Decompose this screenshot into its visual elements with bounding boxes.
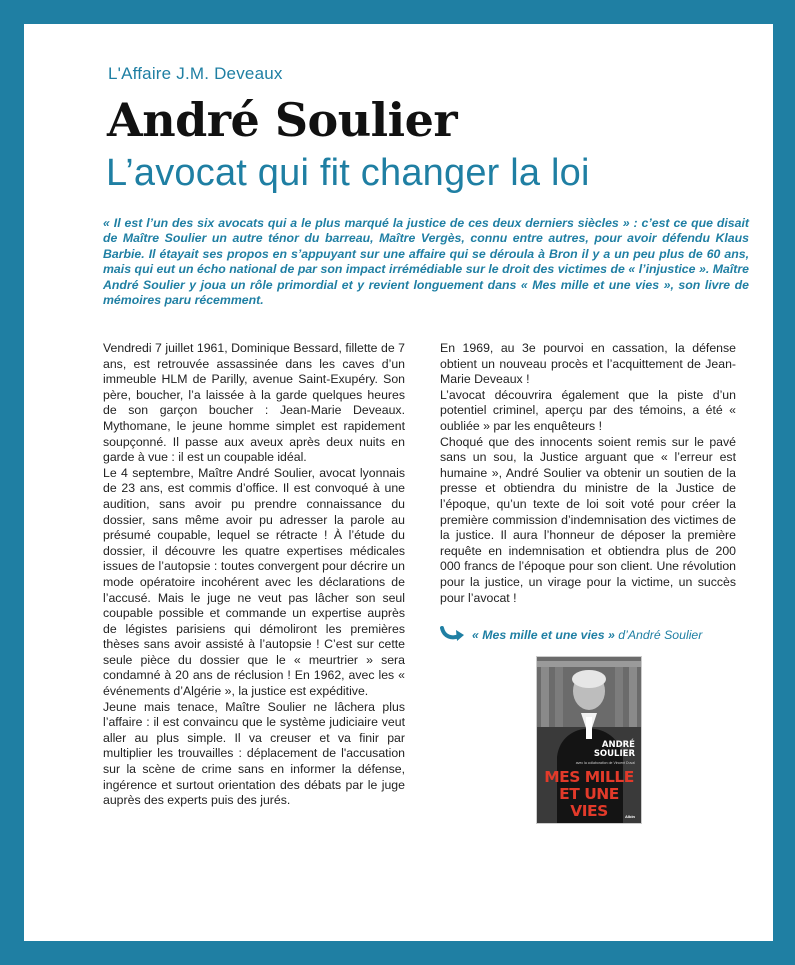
right-paragraph-3: Choqué que des innocents soient remis sur le pavé sans un sou, la Justice arguant que « l’erreur est humaine », André Soulier va obtenir un soutien de la presse et obtiendra du ministre de la Justice de l’époque, qu’un texte de loi soit voté pour créer la première commission d’indemnisation des victimes de la justice. Il aura l’honneur de déposer la première requête en indemnisation et obtiendra plus de 200 000 francs de l’époque pour son client. Une révolution pour la justice, un virage pour la victime, un succès pour l’avocat ! bbox=[440, 434, 736, 605]
right-paragraph-1: En 1969, au 3e pourvoi en cassation, la défense obtient un nouveau procès et l’acquittement de Jean-Marie Deveaux ! bbox=[440, 341, 736, 387]
article-title: André Soulier bbox=[107, 93, 458, 147]
book-author: d’André Soulier bbox=[614, 627, 703, 642]
book-reference bbox=[440, 625, 740, 646]
article-kicker: L'Affaire J.M. Deveaux bbox=[108, 64, 283, 83]
cover-title bbox=[539, 769, 639, 820]
cover-title-line-1: MES MILLE bbox=[544, 768, 634, 786]
left-column bbox=[103, 341, 405, 809]
cover-author-first: ANDRÉ bbox=[601, 740, 635, 750]
left-paragraph-3: Jeune mais tenace, Maître Soulier ne lâchera plus l’affaire : il est convaincu que le système judiciaire veut aller au plus simple. Il va creuser et va finir par multiplier les trouvailles : déplacement de l'accusation sur la scène de crime sans en informer la défense, ingérence et surtout orientation des débats par le juge auprès des experts puis des jurés. bbox=[103, 699, 405, 808]
left-paragraph-2: Le 4 septembre, Maître André Soulier, avocat lyonnais de 23 ans, est commis d’office. Il est convoqué à une audition, sans avoir pu prendre connaissance du dossier, sans même avoir pu adresser la parole au présumé coupable, lequel se rétracte ! À l’étude du dossier, il découvre les quatre expertises médicales issues de l’autopsie : toutes convergent pour décrire un mode opératoire incohérent avec les déclarations de l’accusé. Mais le juge ne veut pas lâcher son seul coupable possible et commande un expertise auprès de légistes parisiens qui démoliront les premières thèses sans avoir assisté à l’autopsie ! C’est sur cette seule pièce du dossier que le « meurtrier » sera condamné à 20 ans de réclusion ! En 1962, avec les « événements d’Algérie », la justice est expéditive. bbox=[103, 465, 405, 699]
cover-author-last: SOULIER bbox=[593, 749, 635, 759]
cover-author bbox=[537, 741, 635, 759]
book-title: « Mes mille et une vies » bbox=[472, 627, 615, 642]
book-cover bbox=[536, 656, 642, 824]
curved-arrow-icon bbox=[440, 625, 466, 646]
cover-publisher: Albin bbox=[625, 814, 635, 819]
article-subtitle: L’avocat qui fit changer la loi bbox=[106, 152, 590, 194]
cover-collaboration: avec la collaboration de Vincent Duval bbox=[575, 761, 635, 765]
article-lede: « Il est l’un des six avocats qui a le plus marqué la justice de ces deux derniers siècles » : c’est ce que disait de Maître Soulier un autre ténor du barreau, Maître Vergès, connu entre autres, pour avoir défendu Klaus Barbie. Il étayait ses propos en s’appuyant sur une affaire qui se déroula à Bron il y a un peu plus de 60 ans, mais qui eut un écho national de par son impact irrémédiable sur le droit des victimes de « l’injustice ». Maître André Soulier y joua un rôle primordial et y revient longuement dans « Mes mille et une vies », son livre de mémoires paru récemment. bbox=[103, 216, 749, 308]
cover-title-line-2: ET UNE VIES bbox=[559, 785, 619, 820]
right-paragraph-2: L’avocat découvrira également que la piste d’un potentiel criminel, aperçu par des témoins, a été « oubliée » par les enquêteurs ! bbox=[440, 387, 736, 433]
right-column bbox=[440, 341, 736, 606]
left-paragraph-1: Vendredi 7 juillet 1961, Dominique Bessard, fillette de 7 ans, est retrouvée assassinée dans les caves d’un immeuble HLM de Parilly, avenue Saint-Exupéry. Son père, boucher, l’a laissée à la garde quelques heures de son garçon boucher : Jean-Marie Deveaux. Mythomane, le jeune homme simplet est rapidement soupçonné. Il passe aux aveux après deux nuits en garde à vue : il est un coupable idéal. bbox=[103, 341, 405, 465]
